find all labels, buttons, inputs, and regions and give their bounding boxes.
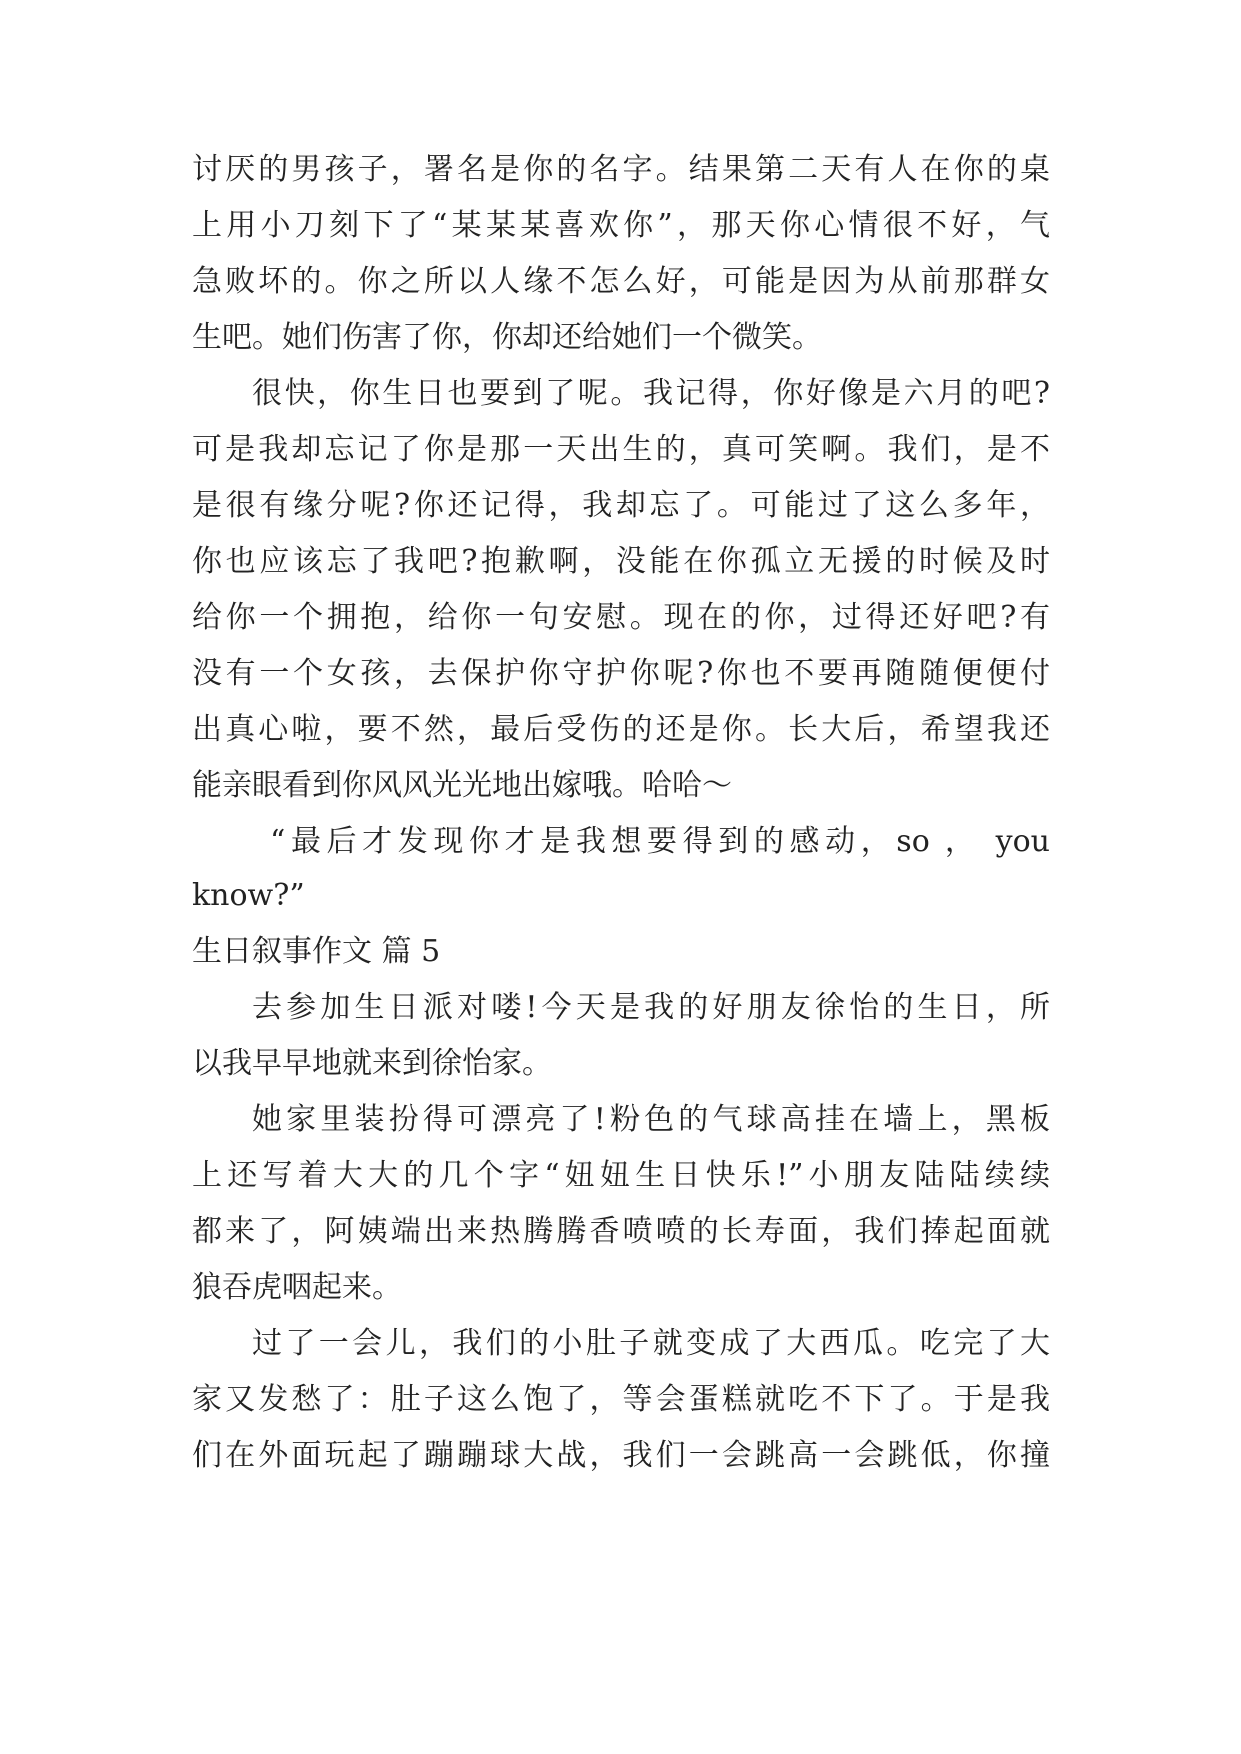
text-line: 给你一个拥抱，给你一句安慰。现在的你，过得还好吧?有	[192, 600, 1050, 635]
text-line: 狼吞虎咽起来。	[192, 1270, 402, 1305]
paragraph-first-line: 去参加生日派对喽!今天是我的好朋友徐怡的生日，所	[252, 990, 1050, 1025]
text-line: know?”	[192, 878, 305, 913]
text-line: 上还写着大大的几个字“妞妞生日快乐!”小朋友陆陆续续	[192, 1158, 1050, 1193]
text-line: 出真心啦，要不然，最后受伤的还是你。长大后，希望我还	[192, 712, 1050, 747]
text-line: 可是我却忘记了你是那一天出生的，真可笑啊。我们，是不	[192, 432, 1050, 467]
text-line: 以我早早地就来到徐怡家。	[192, 1046, 552, 1081]
text-line: 急败坏的。你之所以人缘不怎么好，可能是因为从前那群女	[192, 264, 1050, 299]
text-line: 是很有缘分呢?你还记得，我却忘了。可能过了这么多年，	[192, 488, 1050, 523]
text-line: 家又发愁了：肚子这么饱了，等会蛋糕就吃不下了。于是我	[192, 1382, 1050, 1417]
section-heading: 生日叙事作文 篇 5	[192, 934, 441, 969]
text-line: 上用小刀刻下了“某某某喜欢你”，那天你心情很不好，气	[192, 208, 1050, 243]
text-line: 生吧。她们伤害了你，你却还给她们一个微笑。	[192, 320, 822, 355]
text-line: 们在外面玩起了蹦蹦球大战，我们一会跳高一会跳低，你撞	[192, 1438, 1050, 1473]
paragraph-first-line: 很快，你生日也要到了呢。我记得，你好像是六月的吧?	[252, 376, 1050, 411]
quote-first-line: “最后才发现你才是我想要得到的感动，so ， you	[270, 824, 1050, 859]
text-line: 都来了，阿姨端出来热腾腾香喷喷的长寿面，我们捧起面就	[192, 1214, 1050, 1249]
text-line: 讨厌的男孩子，署名是你的名字。结果第二天有人在你的桌	[192, 152, 1050, 187]
text-line: 你也应该忘了我吧?抱歉啊，没能在你孤立无援的时候及时	[192, 544, 1050, 579]
paragraph-first-line: 过了一会儿，我们的小肚子就变成了大西瓜。吃完了大	[252, 1326, 1050, 1361]
text-line: 能亲眼看到你风风光光地出嫁哦。哈哈～	[192, 768, 732, 803]
text-line: 没有一个女孩，去保护你守护你呢?你也不要再随随便便付	[192, 656, 1050, 691]
paragraph-first-line: 她家里装扮得可漂亮了!粉色的气球高挂在墙上，黑板	[252, 1102, 1050, 1137]
